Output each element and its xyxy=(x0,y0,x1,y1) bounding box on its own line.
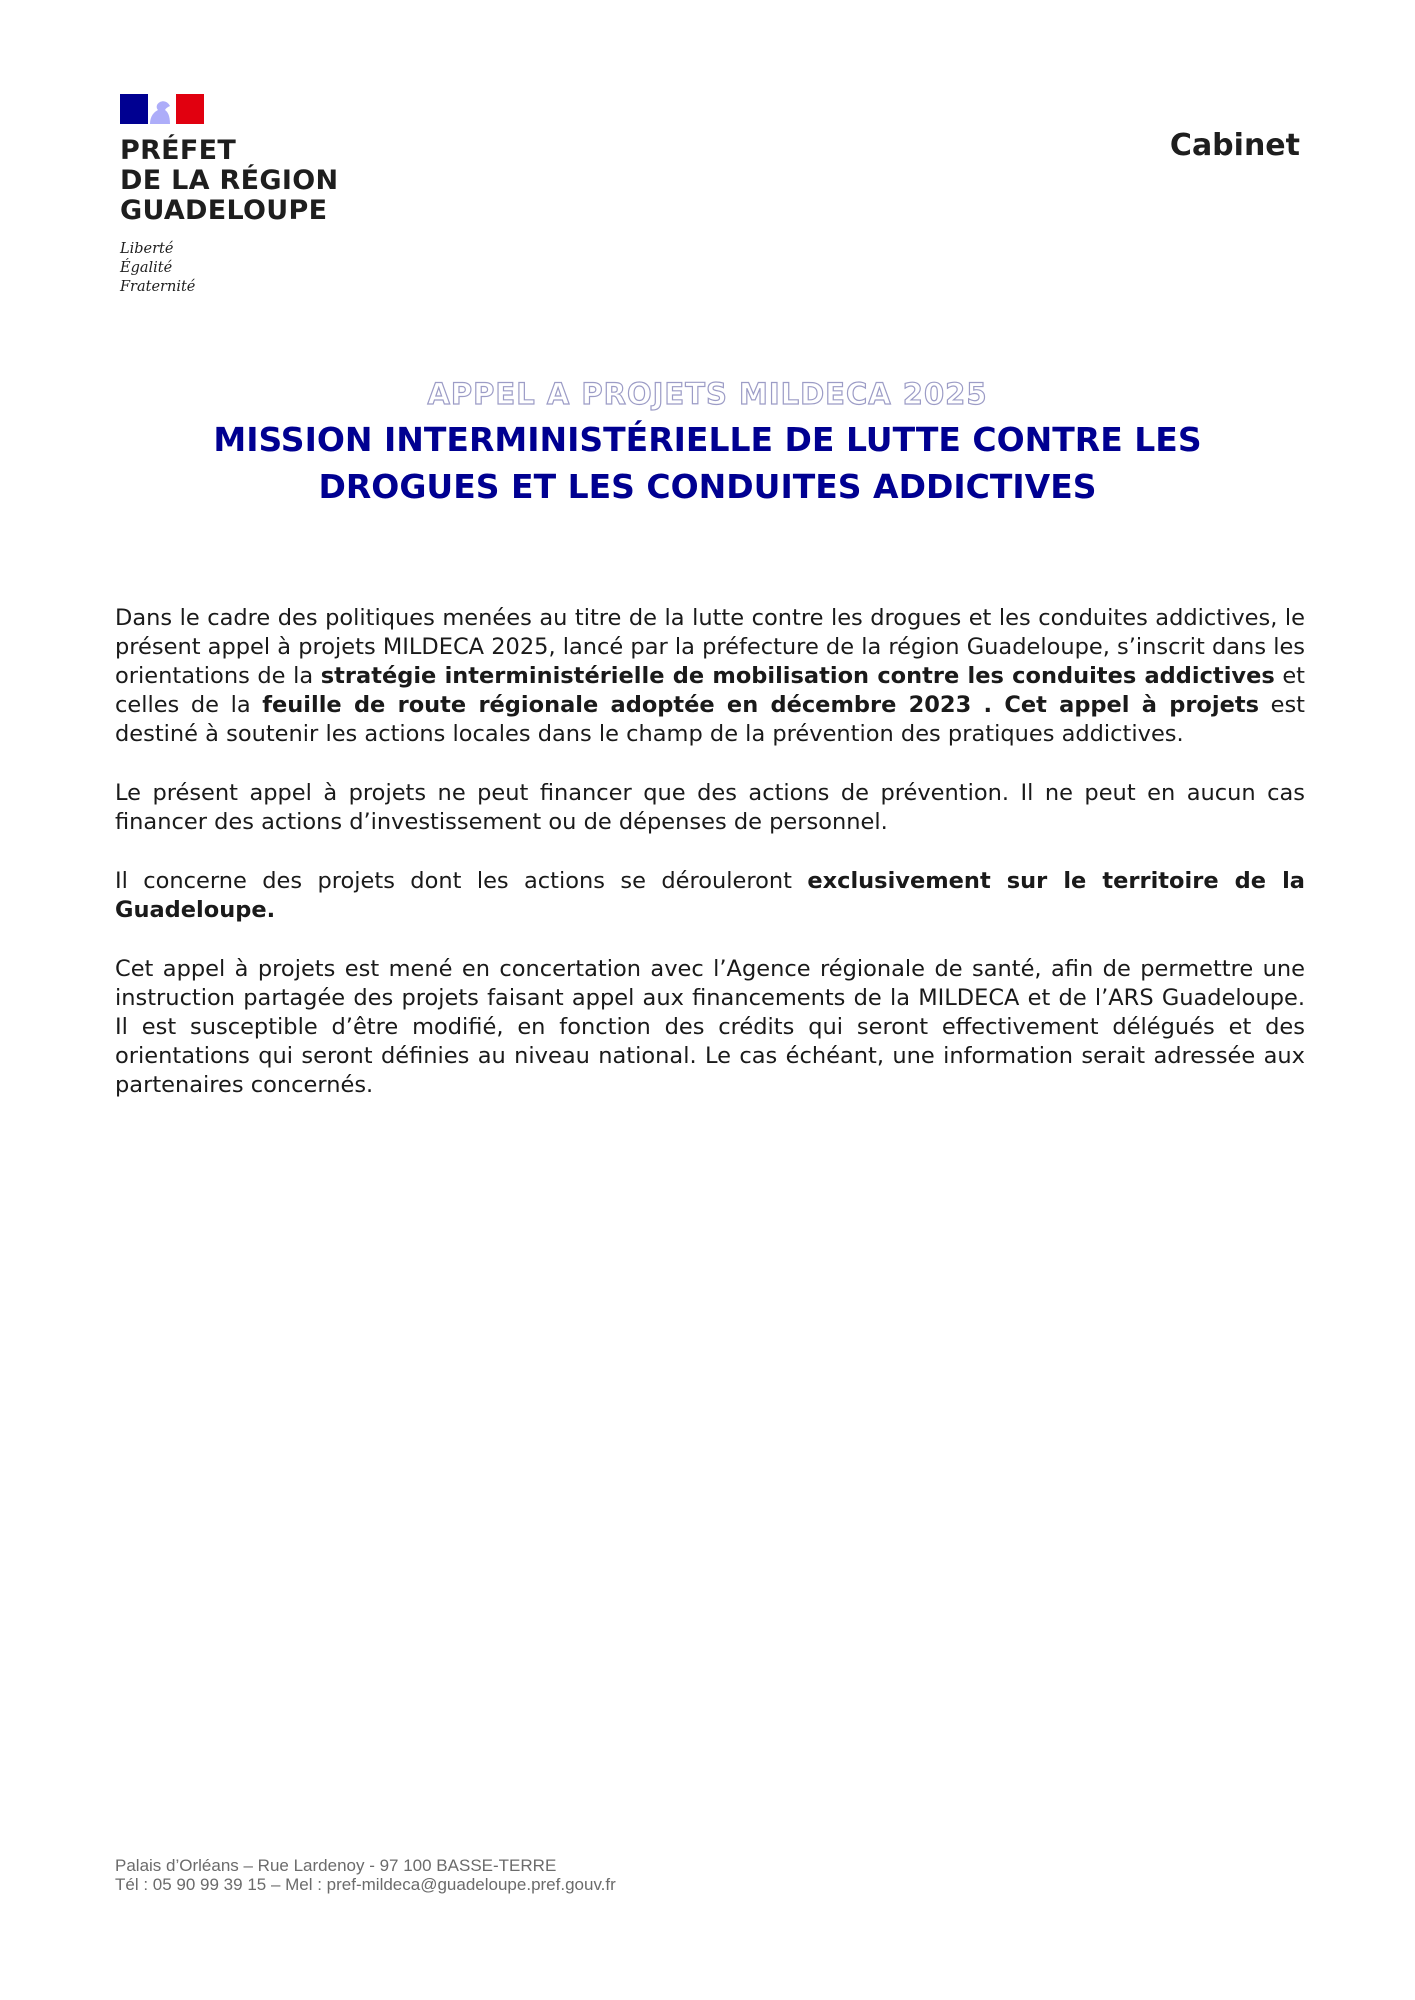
footer-address: Palais d’Orléans – Rue Lardenoy - 97 100 BASSE-TERRE xyxy=(115,1856,557,1875)
paragraph-text: Dans le cadre des politiques menées au titre de la lutte contre les drogues et les conduites addictives, le présent appel à projets MILDECA 2025, lancé par la préfecture de la région Guadeloupe, s’inscrit dans les orientations de la xyxy=(115,605,1306,689)
republic-motto xyxy=(120,240,338,297)
prefect-title-line: PRÉFET xyxy=(120,135,237,166)
prefect-title-line: GUADELOUPE xyxy=(120,195,328,226)
marianne-flag-icon xyxy=(120,94,204,124)
paragraph-text: Il concerne des projets dont les actions se dérouleront xyxy=(115,868,808,894)
footer-phone-email: Tél : 05 90 99 39 15 – Mel : pref-mildeca@guadeloupe.pref.gouv.fr xyxy=(115,1875,616,1894)
paragraph-scope: Le présent appel à projets ne peut financer que des actions de prévention. Il ne peut en aucun cas financer des actions d’investissement ou de dépenses de personnel. xyxy=(115,780,1305,835)
mission-title xyxy=(115,416,1300,510)
roadmap-emphasis: feuille de route régionale adoptée en décembre 2023 . Cet appel à projets xyxy=(262,692,1260,718)
motto-line: Égalité xyxy=(120,260,173,276)
motto-line: Liberté xyxy=(120,241,174,257)
mission-title-line: MISSION INTERMINISTÉRIELLE DE LUTTE CONTRE LES xyxy=(213,420,1202,459)
prefect-title-line: DE LA RÉGION xyxy=(120,165,339,196)
paragraph-text: et celles de la xyxy=(115,663,1305,718)
strategy-emphasis: stratégie interministérielle de mobilisation contre les conduites addictives xyxy=(320,663,1275,689)
prefecture-logo xyxy=(120,94,338,297)
document-title-block xyxy=(115,376,1300,510)
paragraph-context xyxy=(115,604,1305,749)
paragraph-territory xyxy=(115,867,1305,925)
service-label: Cabinet xyxy=(1169,128,1300,163)
paragraph-concertation: Cet appel à projets est mené en concertation avec l’Agence régionale de santé, afin de permettre une instruction partagée des projets faisant appel aux financements de la MILDECA et de l’ARS Guadeloupe. Il est susceptible d’être modifié, en fonction des crédits qui seront effectivement délégués et des orientations qui seront définies au niveau national. Le cas échéant, une information serait adressée aux partenaires concernés. xyxy=(115,956,1305,1098)
mission-title-line: DROGUES ET LES CONDUITES ADDICTIVES xyxy=(318,467,1097,506)
territory-emphasis: exclusivement sur le territoire de la Guadeloupe. xyxy=(115,868,1305,923)
paragraph-text: est destiné à soutenir les actions locales dans le champ de la prévention des pratiques addictives. xyxy=(115,692,1305,747)
footer-contact xyxy=(115,1856,616,1894)
motto-line: Fraternité xyxy=(120,279,196,295)
call-for-projects-title: APPEL A PROJETS MILDECA 2025 xyxy=(427,377,988,411)
document-body xyxy=(115,604,1305,1130)
